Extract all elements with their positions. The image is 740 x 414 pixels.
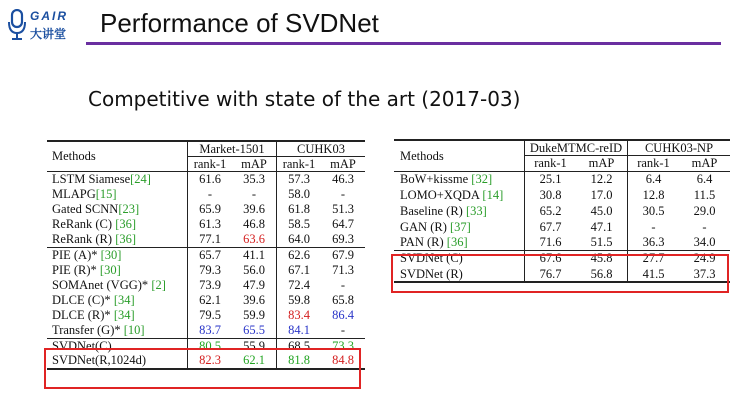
value-cell: 82.3 [188,354,233,369]
method-name: PIE (R)* [52,262,100,277]
value-cell: 24.9 [693,251,716,266]
value-cell: 84.1 [277,323,322,338]
value-cell: 65.8 [332,293,354,308]
method-name: SVDNet (R) [400,266,463,281]
svdnet-highlight-box [44,348,361,389]
title-rule [86,42,721,45]
value-cell: 67.1 [277,263,322,278]
method-cell [47,247,188,262]
value-cell: 73.9 [188,278,233,293]
method-name: DLCE (R)* [52,308,114,323]
value-cell: 30.8 [525,187,577,203]
metric-header: mAP [232,156,277,171]
method-reference: [32] [471,172,493,187]
method-name: DLCE (C)* [52,293,114,308]
table-row [47,323,365,338]
method-name: GAN (R) [400,219,450,234]
method-reference: [34] [113,308,135,323]
table-body [47,171,365,368]
method-cell [394,187,525,203]
method-reference: [37] [450,219,471,234]
table-row [394,172,730,188]
value-cell: 35.3 [243,171,265,186]
gair-logo [4,6,82,46]
method-cell [47,263,188,278]
method-name: Transfer (G)* [52,323,124,338]
value-cell: 57.3 [277,171,322,186]
value-cell: 67.9 [332,247,354,262]
value-cell: 76.7 [525,266,577,282]
metric-header: rank-1 [188,156,233,171]
value-cell: 17.0 [590,188,613,203]
value-cell: - [321,323,365,338]
value-cell: 65.9 [188,202,233,217]
value-cell: 37.3 [693,266,716,281]
value-cell: 47.1 [590,219,613,234]
value-cell: 25.1 [525,172,577,188]
logo-brand: GAIR [30,9,68,23]
value-cell: - [628,219,680,235]
value-cell: 67.7 [525,219,577,235]
value-cell: 69.3 [321,232,365,247]
method-cell [394,172,525,188]
table-row [47,202,365,217]
value-cell: 12.2 [590,172,613,187]
method-name: SOMAnet (VGG)* [52,278,152,293]
table-row [47,232,365,247]
method-reference: [23] [118,202,140,217]
value-cell: 27.7 [628,251,680,267]
method-reference: [24] [130,171,151,186]
method-cell [394,235,525,251]
value-cell: 61.8 [277,202,322,217]
method-reference: [36] [446,235,468,250]
value-cell: 47.9 [243,278,265,293]
table-row [394,203,730,219]
table-row [47,278,365,293]
value-cell: 51.3 [332,202,354,217]
table-row [47,171,365,186]
slide-subtitle: Competitive with state of the art (2017-03) [88,87,521,111]
table-header-datasets [394,140,730,156]
value-cell: 34.0 [679,235,730,251]
value-cell: 65.2 [525,203,577,219]
value-cell: - [188,187,233,202]
value-cell: 61.3 [188,217,233,232]
value-cell: 46.3 [332,171,354,186]
value-cell: 83.7 [188,323,233,338]
method-name: BoW+kissme [400,172,472,187]
method-reference: [36] [115,232,137,247]
value-cell: 55.9 [243,339,265,354]
table-row [47,247,365,262]
metric-header: mAP [321,156,365,171]
value-cell: 79.5 [188,308,233,323]
method-cell [47,217,188,232]
value-cell: 51.5 [576,235,628,251]
value-cell: 59.8 [277,293,322,308]
value-cell: 29.0 [693,203,716,218]
value-cell: 56.0 [243,262,265,277]
value-cell: 71.6 [525,235,577,251]
method-cell [47,278,188,293]
slide-title: Performance of SVDNet [100,8,379,38]
table-row [47,308,365,323]
method-name: LSTM Siamese [52,171,131,186]
method-reference: [33] [465,203,487,218]
value-cell: 59.9 [243,308,265,323]
value-cell: 71.3 [332,262,354,277]
method-name: LOMO+XQDA [400,188,483,203]
method-name: ReRank (R) [52,232,116,247]
method-cell [47,323,188,338]
value-cell: 11.5 [693,188,716,203]
dataset-header: Market-1501 [188,141,277,156]
method-name: Baseline (R) [400,203,466,218]
value-cell: 41.1 [243,247,265,262]
value-cell: - [340,186,346,201]
svdnet-highlight-box [391,254,729,293]
methods-header: Methods [394,140,525,172]
table-row [394,187,730,203]
value-cell: 63.6 [232,232,277,247]
value-cell: - [340,278,346,293]
value-cell: 80.5 [188,338,233,353]
table-row [47,293,365,308]
table-row [47,217,365,232]
value-cell: 79.3 [188,263,233,278]
method-name: SVDNet (C) [400,251,463,266]
value-cell: 39.6 [243,202,265,217]
value-cell: 39.6 [243,293,265,308]
value-cell: 83.4 [277,308,322,323]
value-cell: 45.0 [590,203,613,218]
method-cell [47,308,188,323]
metric-header: mAP [576,156,628,172]
methods-header: Methods [47,141,188,171]
method-cell [47,232,188,247]
value-cell: 72.4 [277,278,322,293]
value-cell: 62.1 [188,293,233,308]
method-name: Gated SCNN [52,202,119,217]
value-cell: 30.5 [628,203,680,219]
table-row [47,187,365,202]
value-cell: 65.7 [188,247,233,262]
value-cell: 58.5 [277,217,322,232]
value-cell: 68.5 [277,338,322,353]
value-cell: 36.3 [628,235,680,251]
metric-header: mAP [679,156,730,172]
value-cell: 67.6 [525,251,577,267]
value-cell: 73.3 [332,339,354,354]
metric-header: rank-1 [277,156,322,171]
method-cell [47,171,188,186]
value-cell: 12.8 [628,187,680,203]
value-cell: - [251,186,257,201]
table-row [47,263,365,278]
value-cell: 62.1 [243,353,265,368]
value-cell: 64.7 [332,217,354,232]
logo-brand-cn: 大讲堂 [30,27,67,41]
method-cell [394,219,525,235]
method-cell [47,202,188,217]
value-cell: 62.6 [277,247,322,262]
method-cell [47,187,188,202]
results-table-market-cuhk03 [47,140,365,370]
value-cell: 46.8 [243,217,265,232]
method-reference: [10] [123,323,145,338]
dataset-header: DukeMTMC-reID [525,140,628,156]
method-reference: [30] [100,247,122,262]
method-reference: [15] [95,186,117,201]
metric-header: rank-1 [628,156,680,172]
value-cell: 45.8 [590,251,613,266]
value-cell: 58.0 [277,187,322,202]
value-cell: 81.8 [277,354,322,369]
method-name: PAN (R) [400,235,447,250]
value-cell: 61.6 [188,171,233,186]
table-header-datasets [47,141,365,156]
value-cell: 6.4 [628,172,680,188]
value-cell: - [702,219,707,234]
metric-header: rank-1 [525,156,577,172]
microphone-icon [6,9,28,41]
value-cell: 77.1 [188,232,233,247]
value-cell: 65.5 [232,323,277,338]
method-reference: [34] [113,293,135,308]
value-cell: 84.8 [332,353,354,368]
method-reference: [36] [115,217,137,232]
dataset-header: CUHK03 [277,141,366,156]
method-cell [47,293,188,308]
method-name: PIE (A)* [52,247,101,262]
method-reference: [14] [482,188,504,203]
value-cell: 64.0 [277,232,322,247]
table-row [394,235,730,251]
method-name: MLAPG [52,186,96,201]
method-name: ReRank (C) [52,217,116,232]
value-cell: 56.8 [590,266,613,281]
method-name: SVDNet(C) [52,339,112,354]
method-name: SVDNet(R,1024d) [52,353,147,368]
value-cell: 41.5 [628,266,680,282]
method-reference: [30] [99,262,121,277]
method-cell [394,203,525,219]
method-reference: [2] [151,278,166,293]
dataset-header: CUHK03-NP [628,140,731,156]
table-row [394,219,730,235]
value-cell: 6.4 [696,172,713,187]
value-cell: 86.4 [332,308,354,323]
